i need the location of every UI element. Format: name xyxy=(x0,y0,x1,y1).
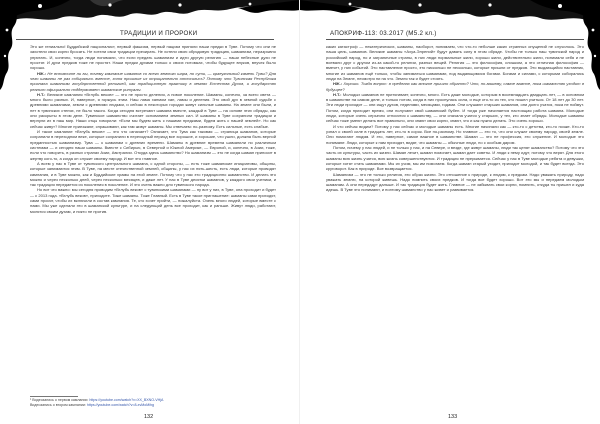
paragraph: А всем у нас в Туве от тувинского центрального шамана, с одной стороны, — есть тоже шаманские инициативы, общины, которые занимаются этим. В Туве, на месте отечественной землей, общины, у нас их пять-шесть, есть люди, которые проводят камлания, и в Туве можно, как и Буддийские храмы на этой земле. Потому что у нас это традиционно шаманство. И делать это можно и через несколько дней, через несколько месяцев, и даже лет. У нас в Туве десятки шаманов, у каждого свои ученики, и так традиция передается из поколения в поколение. И это очень важно для тувинского народа. xyxy=(30,160,276,188)
paragraph: НЖ.: Не вспомните ли вы, почему камлание шаманов со всего земного шара, по сути, — краеугольный камень Тувы? Для чего шаманы не раз собирались вместе, хотя прошлые их отрицательно относились? Потому что Тувинская Республика признала шаманизм государственной религией, как традиционную практику в землях Естества Духов, и государство реально официально поддерживает шаманские ритуалы. xyxy=(30,70,276,92)
paragraph: И такое камлание «Вглубь веков» — это что означает? Означает, что Тува как таковая — страница шаманов, которые сохранили в переходном веке, которые сохранили в переходный период все хорошие, и хорошие, что ушли, должна быть верной преданностью шаманизму. Тува — к шаманам с древних времени. Шаманы в древние времена шаманили по различным системам — и сегодня наши шаманы. Вместе с Сибирью, в Северной и Южной Америке, — Европой, и, конечно, в Азии, тоже, если что говорить, в разных странах Азии, Австралии. Откуда здесь шаманство? Но шаманизм — это не когда шаман приносит в жертву кого-то, а когда он служит своему народу. И вот это главное. xyxy=(30,129,276,161)
header-rule xyxy=(16,39,274,40)
paragraph: Шаманизм — это не только религия, это образ жизни. Это отношение к природе, к людям, к предкам. Надо уважать природу, надо уважать землю, на которой живешь. Надо помнить своих предков. И тогда все будет хорошо. Вот это мы и передаем молодым шаманам. А они передадут дальше. И так традиция будет жить. Главное — не забывать свои корни, помнить, откуда ты пришел и куда идешь. В Туве это понимают, и поэтому шаманство у нас живет и развивается. xyxy=(326,171,584,193)
paragraph: НЖ.: Хорошо. Тогда вопрос: в пределах как многое пришло обратно? Что, по-вашему, самое важное, пока шаманство уходит в будущее? xyxy=(326,81,584,92)
paragraph: Н.Т.: Великие камлания «Вглубь веков» — это не просто деления, а новое поколение. Шаманы, конечно, за всего света — много было разных. И, наверное, я горжусь этим. Наш лама ханмом хан, ламы и деления. Это свой дух в земной судьбе с древними шаманами, земли с древними людьми, и сейчас в некоторых городах живут сильные шаманы. На земле они были, и нет в тувинских степях, не было такого. Когда сегодня встречают шамана вместе, каждый в Туве — на основе этих обряды, как они раскрыты в этом деле. Тувинское шаманство считает основанием земных сил. И шаманы в Туве сохранили традиции и вернули их в наш мир. Наши отцы говорили: «Если мы будем жить с нашими предками, будем жить с нашей землей». Но как сейчас живут? Многие приезжают, спрашивают, как там живут шаманы. Мы отвечаем: по-разному. Есть сильные, есть слабые. xyxy=(30,91,276,129)
running-head: АПОКРИФ-113: 03.2017 (М5.2 кл.) xyxy=(330,30,437,37)
paragraph: Н.Т.: Молодых шаманов не притягивает, конечно, много. Есть даже молодые, которым в восемнадцать двадцать лет, — в основном в шаманстве на самом деле, и только потом, когда в них проснулась сила, и еще кто-то из тех, кто пошел учиться. От 18 лет до 30 лет. Эти люди проходят — они ищут духов, неделями, месяцами, годами. Они слушают старших шаманов, они долго учатся, пока не поймут. Потом, когда приходит время, они получают свой шаманский бубен. И тогда уже начинается настоящая работа шамана. Молодые люди, которые очень серьезно относятся к шаманству, — они сначала учатся у старших, у тех, кто знает обряды. Молодые шаманы сейчас тоже умеют делать все правильно, они знают свои корни, знают, что и как нужно делать. Это очень хорошо. xyxy=(326,91,584,124)
corner-ornament-icon xyxy=(0,0,22,90)
tribal-ornament-icon xyxy=(300,0,600,26)
right-page xyxy=(300,0,600,424)
paragraph: каких катастроф — некатерических, шаманы, наоборот, понимаем, что что-то неболше каких странных опущений не случилось. Это наша цель, шаманов. Великие шаманы «Ахуа-Элрений» будут давать силу в этом обряде. Чтобы не только наш тувинский народ и российский народ, но и заграничные страны, в них люди нормальные жили, хорошо жили, действительно жили, понимали себя и не воевали друг с другом из-за какой-то религии, разных вещей. Религия — это философия, слишком, а это отличная философия — вмечет, у них событий. Это наставление просто, это нисколько не несколько, которые пришли от предков. Это выдающийся наставник, многие из шаманов ещё только, чтобы заниматься шаманами, под выдающимися богами. Богами и силами, с которыми собирались люди на Земле, несмотря ни на что. Земля так и будет стоять. xyxy=(326,44,584,81)
paragraph: Потом, почему у нас людей, и не только у нас, и на Севере, и везде, где живут шаманы, люди так ценят шаманство? Потому что это часть их культуры, часть их жизни. Шаман лечит, шаман помогает, шаман дает советы. И люди к нему идут, потому что верят. Для этого шаманы всю жизнь учатся, всю жизнь совершенствуются. И традиция не прерывается. Сейчас у нас в Туве молодые ребята и девушки, которые хотят стать шаманами. Мы их учим, мы им помогаем. Когда шаман старый уходит, приходит молодой, и так будет всегда. Это круговорот. Как в природе. Все возвращается. xyxy=(326,144,584,172)
body-text xyxy=(30,44,276,396)
left-corner-ornament xyxy=(0,0,22,90)
body-text xyxy=(326,44,584,396)
paragraph: Это же гениально! Буддийский националист, первый фашизм, первый нацизм приняли наши предки в Туве. Потому что они не захотели свои корни бросать. Не хотели свои традиции презирать. Не хотели свою обрядовую традицию, шаманизм, неразрывно упрятать. И, конечно, тогда люди понимали, что если предать шаманизм и идти другую религию — наши небесные духи не простят. И духи предков тоже не простят. Наши предки духами только о своих потомках, чтобы будущее внуков, внучек было хорошо. xyxy=(30,44,276,71)
paragraph: И что сейчас видим? Потому у нас сейчас и молодые шаманы есть. Многие начинали как — кто-то с детства, кто-то позже. Кто-то узнал о своей силе в тридцать лет, кто-то в сорок. Все по-разному. Но главное — это то, что они служат своему народу, своей земле. Они помогают людям. И это, наверное, самое важное в шаманстве. Шаман — это не профессия, это служение. И молодые это понимают. Люди, которые к нам приходят, видят, что шаманы — обычные люди, но с особым даром. xyxy=(326,123,584,145)
page-number: 133 xyxy=(448,414,458,420)
right-ornament xyxy=(300,0,600,26)
paragraph: Но вот что важно: мы сегодня проводим «Вглубь веков» с тувинскими шаманами — ну вот у них, в Туве, она проходит и будет — с 2013 года. «Вглубь веков», приходите. Тоже шаманы. Тоже Главный. Есть в Туве такое приглашение: шаманы сами приходят, сами просят, чтобы их включили в состав камлания. Те, кто хочет прийти, — пожалуйста. Очень много людей, которые вместе с нами. Мы уже сделали это в шаманской культуре, и на следующий день все проходит, как и раньше. Живут люди, работают, молятся своим духам, и никто не против. xyxy=(30,187,276,214)
footnotes xyxy=(30,396,276,407)
footnote: ¹ Видеозапись о первом камлании: https://youtube.com/watch?v=XX_BXNO-VHjA xyxy=(30,398,164,402)
running-head: ТРАДИЦИИ И ПРОРОКИ xyxy=(120,30,198,37)
footnote-rule xyxy=(30,396,78,397)
footnote: Видеозапись о втором камлании: https://youtube.com/watch?v=8-xvMoMihg xyxy=(30,402,155,407)
footnote-link[interactable]: https://youtube.com/watch?v=XX_BXNO-VHjA xyxy=(89,398,164,402)
page-number: 132 xyxy=(144,414,154,420)
footnote-link[interactable]: https://youtube.com/watch?v=8-xvMoMihg xyxy=(86,402,155,407)
tribal-ornament-icon xyxy=(0,0,300,26)
header-rule xyxy=(326,39,584,40)
left-ornament xyxy=(0,0,300,26)
